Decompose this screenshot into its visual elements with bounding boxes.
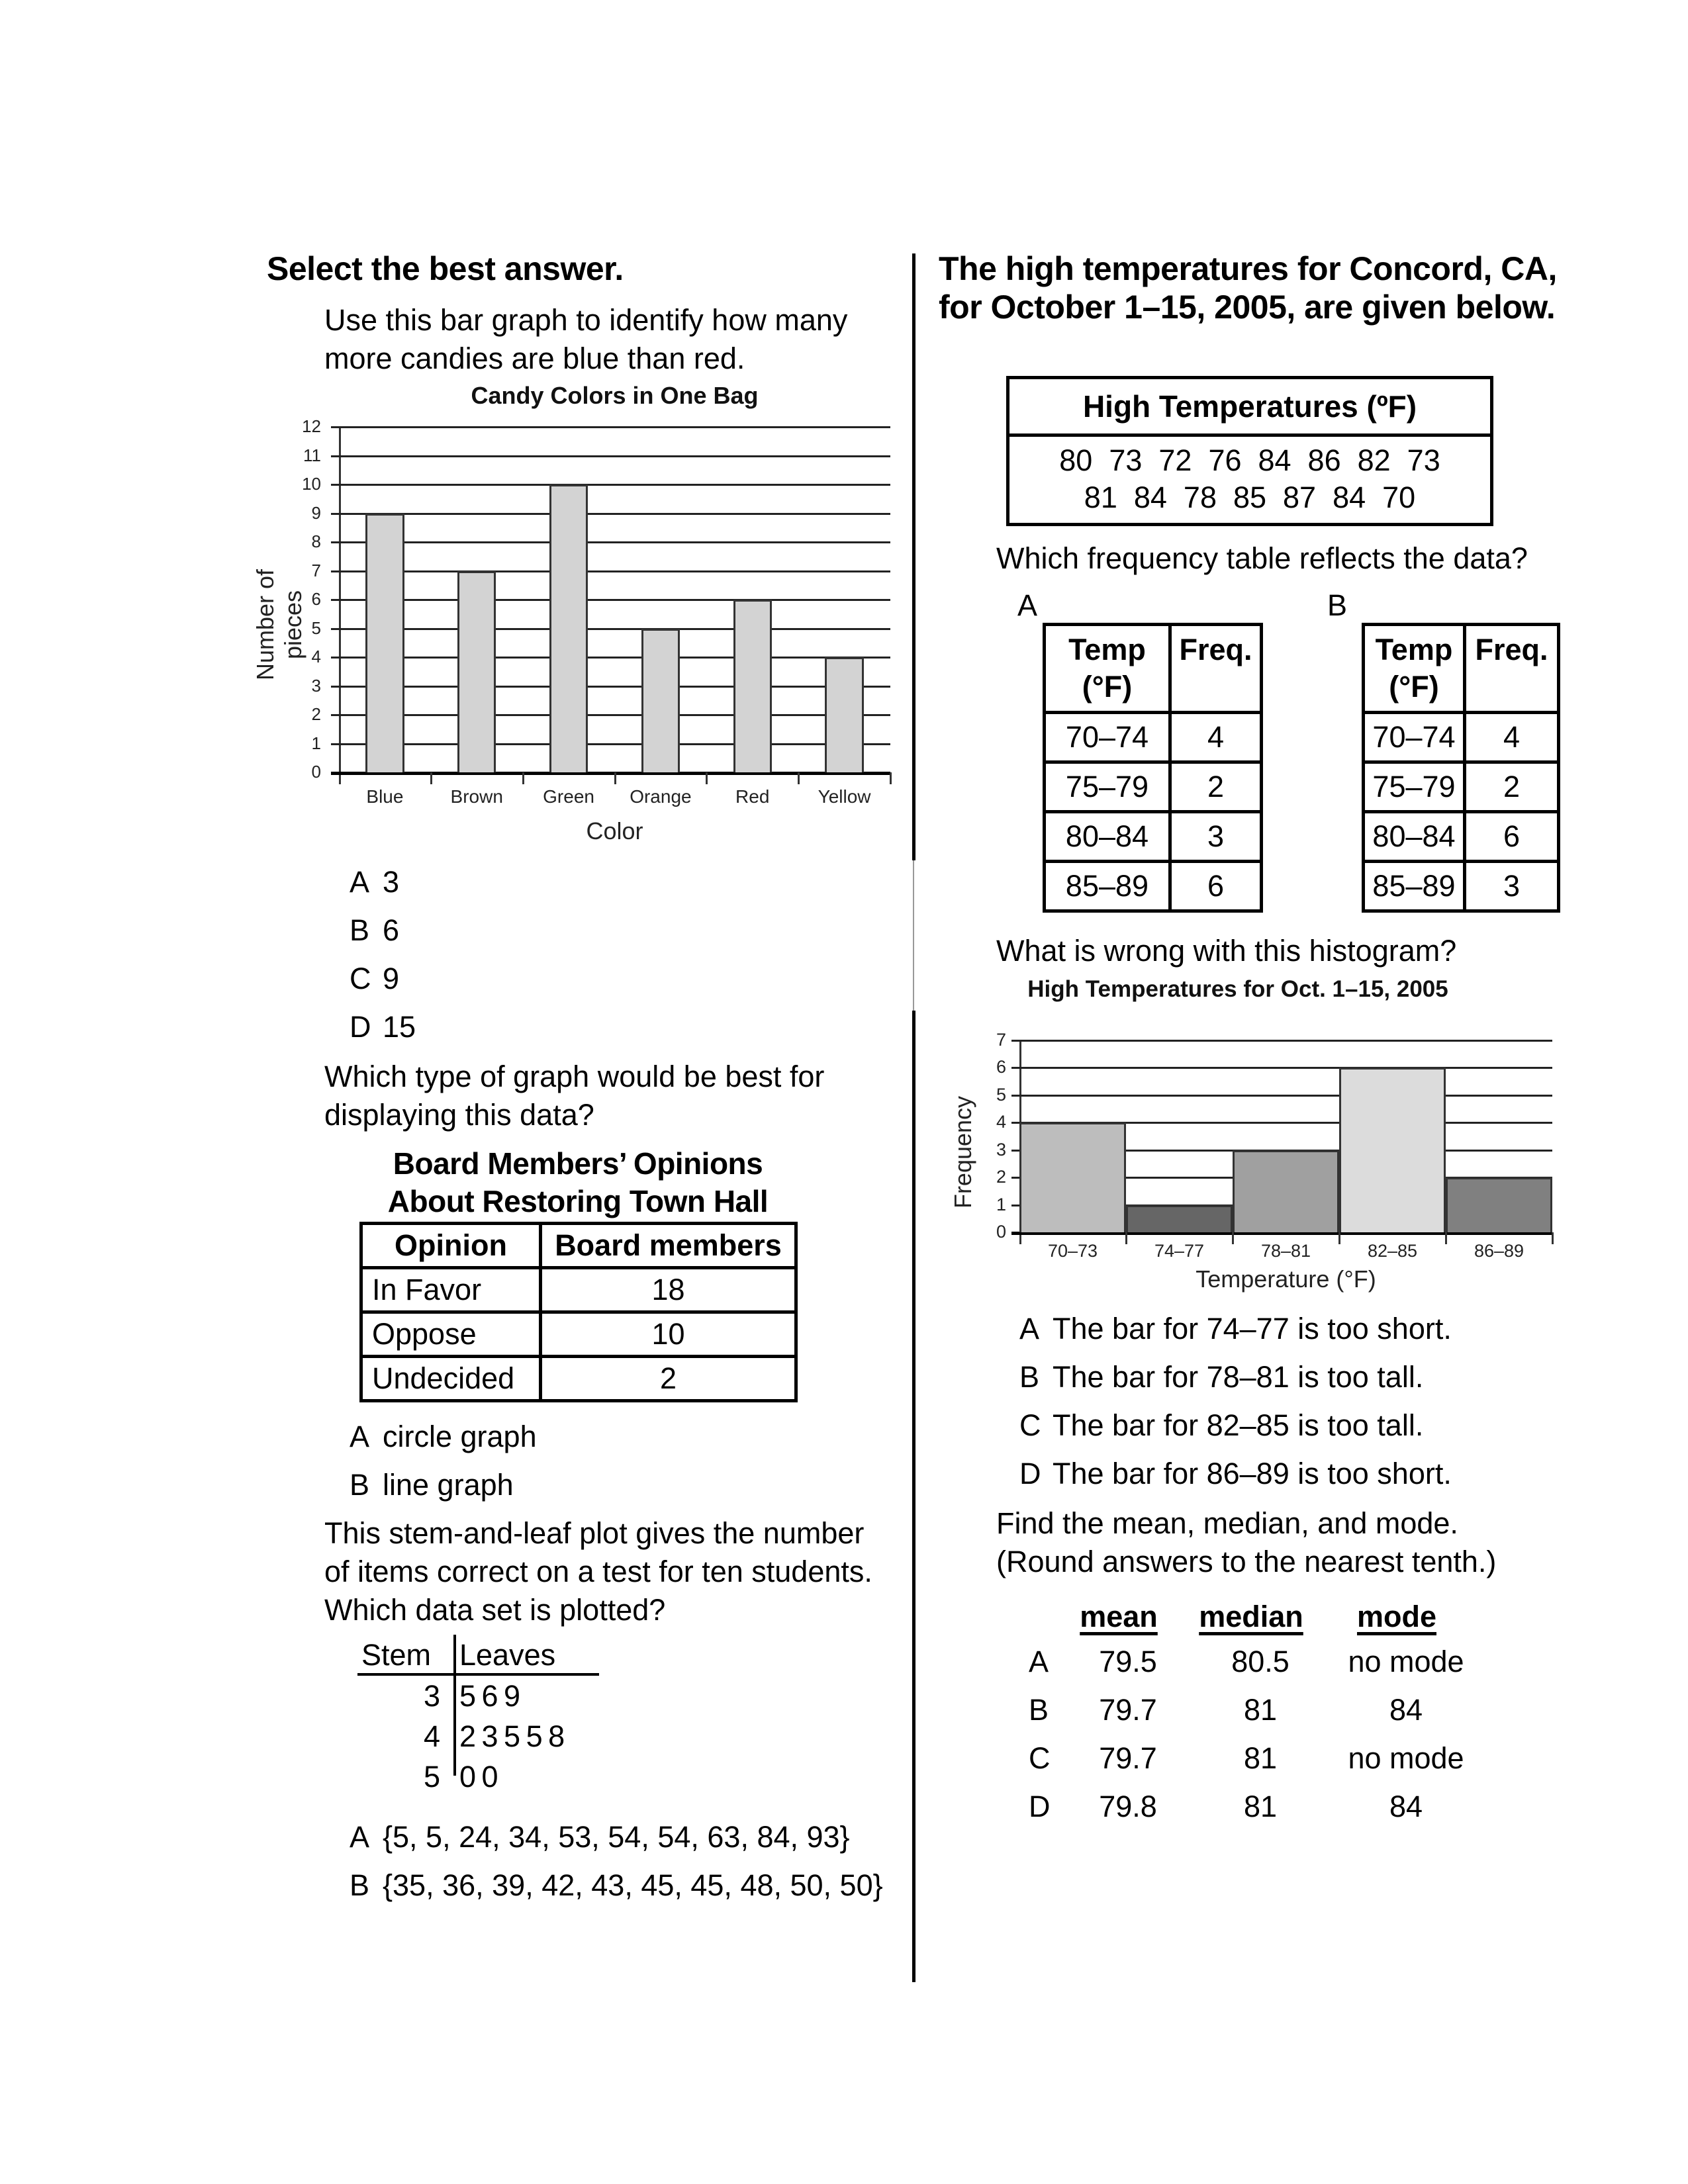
x-tick [706,772,708,784]
x-tick-label: Green [543,786,594,807]
q5-options [1019,1310,1452,1503]
option-a[interactable]: A 3 [350,865,400,899]
table-b-label: B [1327,588,1348,622]
option-b[interactable]: B {35, 36, 39, 42, 43, 45, 45, 48, 50, 50} [350,1868,883,1902]
y-tick-label: 7 [996,1030,1006,1050]
x-tick-label: Blue [366,786,404,807]
temperature-histogram [947,973,1569,1297]
x-axis-labels [339,786,890,813]
x-tick-label: 86–89 [1474,1241,1524,1261]
gridline [331,599,890,601]
bar-82-85 [1339,1068,1446,1232]
y-axis-title: Number of pieces [252,569,306,681]
header-opinion: Opinion [361,1224,541,1268]
gridline [331,628,890,630]
table-row: 85–89 3 [1364,862,1559,911]
gridline [331,513,890,515]
stem-header: Stem [361,1638,432,1672]
plot-area [339,427,890,772]
table-row: Oppose 10 [361,1312,796,1357]
option-b[interactable]: B The bar for 78–81 is too tall. [1019,1360,1424,1394]
x-tick-label: Brown [450,786,503,807]
table-row: 75–79 2 [1364,762,1559,812]
q4-prompt: Which frequency table reflects the data? [996,541,1528,575]
table-row: In Favor 18 [361,1268,796,1312]
y-tick-label: 0 [311,762,321,782]
bar-yellow [825,657,863,772]
gridline [1011,1067,1552,1069]
bar-brown [457,571,496,773]
y-tick-label: 4 [996,1112,1006,1132]
option-b[interactable]: B line graph [350,1468,514,1502]
y-tick-label: 11 [303,445,321,465]
board-opinions-table [359,1222,798,1402]
q5-prompt: What is wrong with this histogram? [996,934,1457,968]
frequency-table-a[interactable]: Temp (°F) Freq. 70–74 4 75–79 2 80–84 3 85–89 6 [1043,623,1263,913]
gridline [1011,1095,1552,1097]
table-row: 80–84 6 [1364,812,1559,862]
header-median: median [1199,1600,1303,1633]
gridline [331,714,890,716]
q3-prompt-line1: This stem-and-leaf plot gives the number [324,1516,865,1550]
option-b[interactable]: B 6 [350,913,400,947]
gridline [331,743,890,745]
high-temperatures-table [1006,376,1493,526]
candy-bar-chart [252,377,897,854]
gridline [1011,1040,1552,1042]
q3-prompt-line2: of items correct on a test for ten students. [324,1555,872,1588]
q6-prompt-line1: Find the mean, median, and mode. [996,1506,1458,1540]
y-axis-line [339,427,341,784]
y-tick-label: 7 [311,560,321,580]
y-tick-label: 3 [311,675,321,696]
y-axis-ticks [288,416,334,782]
gridline [331,426,890,428]
option-c[interactable]: C The bar for 82–85 is too tall. [1019,1408,1424,1442]
gridline [331,455,890,457]
y-tick-label: 5 [311,617,321,638]
x-axis-title: Temperature (°F) [1196,1265,1376,1293]
bar-blue [365,514,404,773]
plot-area [1019,1040,1552,1232]
x-tick [430,772,432,784]
y-tick-label: 1 [996,1194,1006,1214]
bar-red [733,600,772,772]
bar-orange [641,629,680,773]
x-tick-label: 82–85 [1367,1241,1418,1261]
x-tick [890,772,892,784]
table-row: 70–74 4 [1045,713,1262,762]
x-axis-title: Color [586,817,643,844]
header-mean: mean [1080,1600,1158,1633]
option-a[interactable]: A circle graph [350,1420,537,1453]
histogram-title: High Temperatures for Oct. 1–15, 2005 [1027,976,1448,1002]
y-axis-ticks [973,1030,1015,1242]
gridline [331,541,890,543]
q2-prompt-line1: Which type of graph would be best for [324,1060,825,1093]
y-tick-label: 2 [996,1167,1006,1187]
bar-70-73 [1019,1122,1126,1232]
chart-title: Candy Colors in One Bag [471,382,759,409]
y-tick-label: 2 [311,704,321,724]
x-tick [614,772,616,784]
option-c[interactable]: C 9 [350,962,400,995]
table-row: 75–79 2 [1045,762,1262,812]
y-tick-label: 5 [996,1084,1006,1105]
option-c[interactable]: C 79.7 81 no mode [1029,1741,1464,1775]
q2-prompt-line2: displaying this data? [324,1098,594,1132]
option-d[interactable]: D 15 [350,1010,416,1044]
y-tick-label: 0 [996,1222,1006,1242]
section-heading: Select the best answer. [267,250,624,287]
table-row: Undecided 2 [361,1357,796,1401]
leaves-header: Leaves [459,1638,556,1672]
board-table-title: Board Members’ Opinions About Restoring Town Hall [387,1146,769,1218]
y-tick-label: 9 [311,502,321,523]
bar-74-77 [1126,1205,1233,1232]
header-board-members: Board members [541,1224,796,1268]
option-a[interactable]: A 79.5 80.5 no mode [1029,1644,1464,1678]
y-tick-label: 1 [311,733,321,753]
x-tick-label: Red [735,786,770,807]
mean-median-mode-choices [1019,1596,1523,1831]
y-tick-label: 6 [311,589,321,609]
frequency-table-b[interactable]: Temp (°F) Freq. 70–74 4 75–79 2 80–84 6 85–89 3 [1362,623,1560,913]
x-tick [522,772,524,784]
bar-86-89 [1446,1177,1552,1232]
y-tick-label: 8 [311,531,321,551]
y-tick-label: 6 [996,1057,1006,1077]
q3-prompt-line3: Which data set is plotted? [324,1593,666,1627]
stem-and-leaf-plot: Stem Leaves 3 5 6 9 4 2 3 5 5 8 5 0 0 [357,1635,609,1813]
header-mode: mode [1356,1600,1436,1633]
option-d[interactable]: D The bar for 86–89 is too short. [1019,1457,1452,1490]
bar-78-81 [1233,1150,1339,1232]
y-tick-label: 12 [302,416,321,436]
column-divider-faint-segment [912,860,915,1011]
option-a[interactable]: A {5, 5, 24, 34, 53, 54, 54, 63, 84, 93} [350,1820,850,1854]
option-b[interactable]: B 79.7 81 84 [1029,1692,1423,1727]
q1-prompt-line1: Use this bar graph to identify how many [324,303,848,337]
x-tick-label: Orange [630,786,692,807]
gridline [331,570,890,572]
column-divider [912,253,915,1982]
q3-options [350,1818,883,1915]
temp-table-values: 80 73 72 76 84 86 82 73 81 84 78 85 87 84 70 [1008,435,1492,525]
q1-options [350,863,416,1056]
x-axis-labels [1019,1241,1552,1265]
right-heading-line1: The high temperatures for Concord, CA, [939,250,1557,287]
y-axis-title: Frequency [949,1095,976,1209]
y-tick-label: 4 [311,647,321,666]
right-heading-line2: for October 1–15, 2005, are given below. [939,289,1556,326]
table-a-label: A [1017,588,1038,622]
bar-green [549,484,588,772]
x-tick-label: 74–77 [1154,1241,1205,1261]
x-tick-label: 78–81 [1260,1241,1311,1261]
y-tick-label: 10 [302,474,321,494]
table-row: 85–89 6 [1045,862,1262,911]
table-row: 80–84 3 [1045,812,1262,862]
y-tick-label: 3 [996,1139,1006,1160]
q1-prompt-line2: more candies are blue than red. [324,341,745,375]
gridline [331,657,890,659]
gridline [331,772,890,775]
option-d[interactable]: D 79.8 81 84 [1029,1789,1423,1823]
gridline [331,686,890,688]
x-tick [798,772,800,784]
gridline [331,484,890,486]
table-row: 70–74 4 [1364,713,1559,762]
x-tick-label: Yellow [818,786,871,807]
temp-table-title: High Temperatures (ºF) [1008,378,1492,435]
option-a[interactable]: A The bar for 74–77 is too short. [1019,1312,1452,1345]
stem-divider [453,1635,456,1776]
x-tick-label: 70–73 [1047,1241,1098,1261]
q6-prompt-line2: (Round answers to the nearest tenth.) [996,1545,1497,1578]
q2-options [350,1418,537,1514]
